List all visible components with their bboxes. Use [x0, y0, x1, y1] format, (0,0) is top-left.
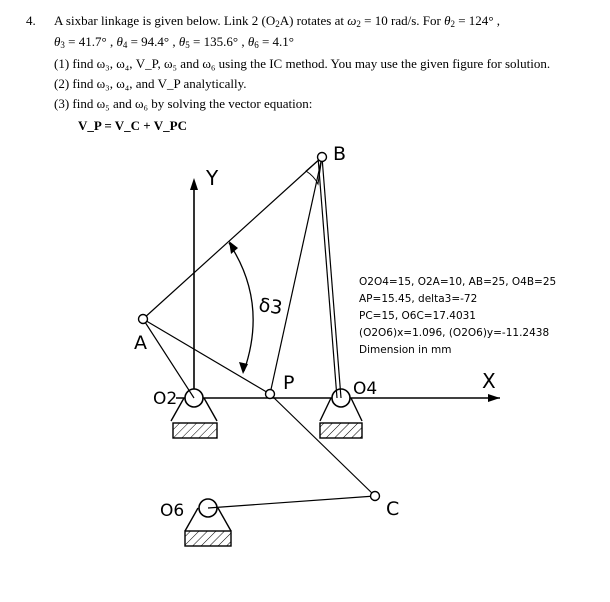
problem-line-1: A sixbar linkage is given below. Link 2 $(O_2A)$ rotates at $\omega_2 = 10$ rad/s. For $\theta_2 = 124^\circ$ , — [54, 13, 501, 29]
item-2: (2) find ω₃, ω₄, and V_P analytically. — [54, 76, 247, 91]
link-p-c — [270, 394, 375, 496]
label-x: X — [482, 369, 496, 393]
note-line-3: PC=15, O6C=17.4031 — [359, 310, 476, 322]
link-o2-a — [143, 319, 194, 398]
link-b-p — [270, 157, 322, 394]
link-b-o4 — [322, 157, 341, 398]
delta3-arrow-bottom — [239, 362, 248, 374]
angles-line: $\theta_3 = 41.7^\circ$ , $\theta_4 = 94.4^\circ$ , $\theta_5 = 135.6^\circ$ , $\theta_6 = 4.1^\circ$ — [54, 34, 294, 50]
link-b-o4-double — [318, 157, 337, 398]
pin-a — [139, 315, 148, 324]
item-1: (1) find ω₃, ω₄, V_P, ω₅ and ω₆ using the IC method. You may use the given figure for solution. — [54, 56, 551, 71]
label-p: P — [283, 372, 295, 394]
ground-o6 — [185, 499, 231, 546]
item-3: (3) find ω₅ and ω₆ by solving the vector equation: — [54, 96, 313, 111]
label-delta3: δ3 — [257, 294, 284, 320]
label-b: B — [333, 143, 347, 165]
note-line-5: Dimension in mm — [359, 344, 452, 356]
ground-o2 — [171, 389, 217, 438]
vector-equation: V_P = V_C + V_PC — [78, 118, 187, 133]
label-o6: O6 — [160, 501, 185, 521]
problem-number: 4. — [26, 13, 36, 28]
label-o2: O2 — [153, 389, 178, 409]
label-a: A — [134, 332, 147, 354]
link-a-p — [143, 319, 270, 394]
delta3-arc — [229, 243, 253, 371]
label-c: C — [386, 498, 400, 520]
pin-b — [318, 153, 327, 162]
pin-p — [266, 390, 275, 399]
y-axis-arrow — [190, 178, 198, 190]
link-a-b — [143, 157, 322, 319]
link-o6-c — [208, 496, 375, 508]
label-y: Y — [206, 166, 219, 190]
note-line-2: AP=15.45, delta3=-72 — [359, 293, 478, 305]
x-axis-arrow — [488, 394, 500, 402]
label-o4: O4 — [353, 379, 378, 399]
pin-c — [371, 492, 380, 501]
delta3-arrow-top — [229, 241, 238, 254]
note-line-4: (O2O6)x=1.096, (O2O6)y=-11.2438 — [359, 327, 550, 339]
note-line-1: O2O4=15, O2A=10, AB=25, O4B=25 — [359, 276, 557, 288]
